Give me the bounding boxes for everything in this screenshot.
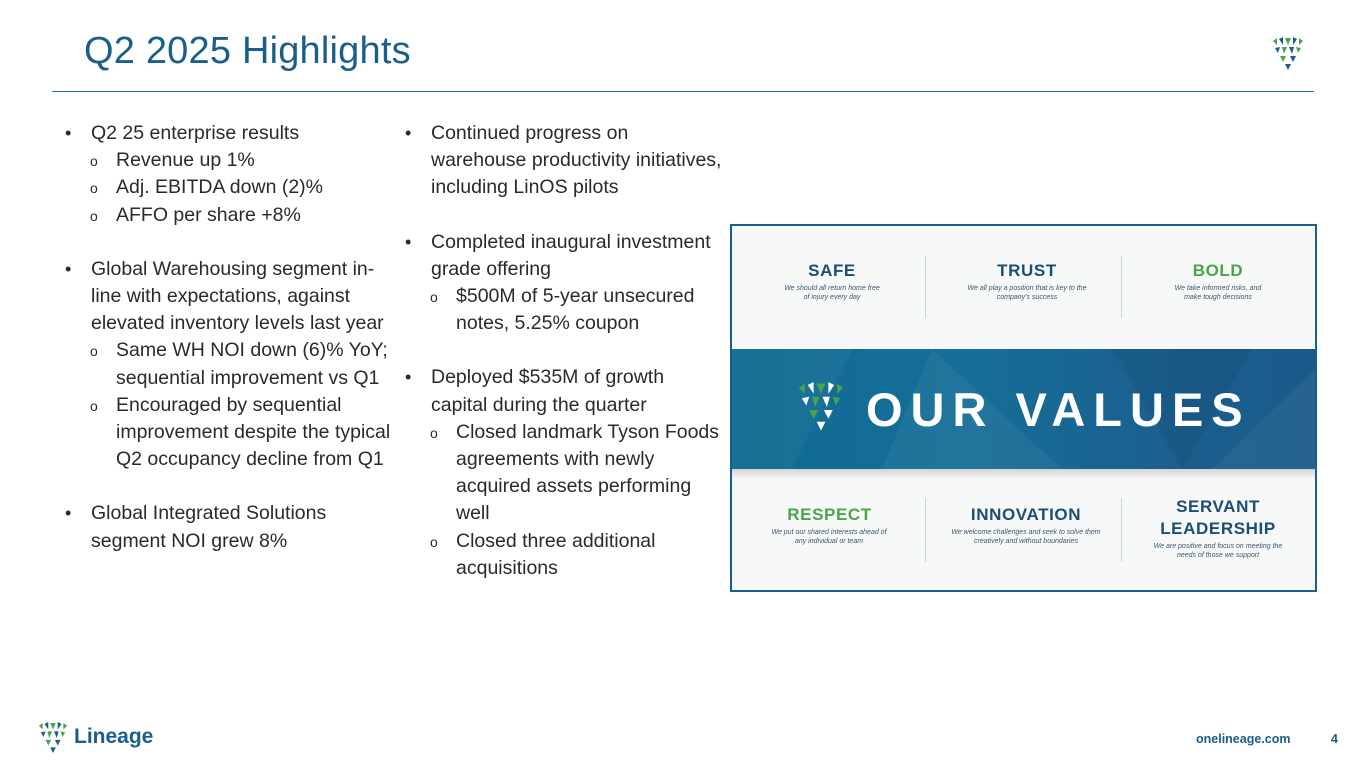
page-title: Q2 2025 Highlights (84, 30, 411, 72)
bullet-item (402, 364, 722, 418)
value-safe (752, 260, 912, 302)
bullet-dot-icon: • (65, 258, 72, 279)
our-values-graphic (730, 224, 1317, 592)
footer-lineage-logo (36, 722, 166, 754)
value-title: TRUST (997, 261, 1057, 280)
sub-bullet-circle-icon: o (90, 153, 98, 170)
value-bold (1138, 260, 1298, 302)
sub-bullet-text: Revenue up 1% (116, 149, 255, 172)
sub-bullet-item (62, 202, 392, 229)
footer-url-link[interactable]: onelineage.com (1196, 732, 1291, 746)
value-divider (925, 498, 926, 562)
value-description: We are positive and focus on meeting the needs of those we support (1153, 543, 1283, 559)
bullet-item (62, 120, 392, 147)
sub-bullet-circle-icon: o (90, 207, 98, 224)
right-highlights-column (402, 120, 722, 582)
bullet-dot-icon: • (405, 367, 412, 388)
sub-bullet-item (62, 337, 392, 391)
bullet-spacer (402, 202, 722, 229)
sub-bullet-item (402, 419, 722, 528)
sub-bullet-text: Closed landmark Tyson Foods agreements with newly acquired assets performing well (456, 420, 720, 525)
value-title: INNOVATION (970, 505, 1082, 524)
value-title: RESPECT (787, 505, 872, 524)
value-servant-leadership (1138, 496, 1298, 560)
bullet-text: Deployed $535M of growth capital during the quarter (431, 366, 665, 416)
sub-bullet-circle-icon: o (430, 533, 438, 550)
bullet-item (62, 256, 392, 338)
sub-bullet-text: Adj. EBITDA down (2)% (116, 176, 323, 199)
value-description: We put our shared interests ahead of any individual or team (771, 529, 887, 545)
value-respect (747, 504, 912, 546)
sub-bullet-circle-icon: o (90, 180, 98, 197)
bullet-text: Continued progress on warehouse productivity initiatives, including LinOS pilots (431, 122, 722, 199)
value-divider (925, 256, 926, 318)
lineage-logo-icon (1271, 37, 1305, 71)
sub-bullet-text: $500M of 5-year unsecured notes, 5.25% coupon (456, 285, 695, 335)
sub-bullet-item (402, 283, 722, 337)
sub-bullet-circle-icon: o (430, 424, 438, 441)
lineage-shield-icon (36, 722, 70, 754)
bullet-text: Q2 25 enterprise results (91, 122, 300, 144)
sub-bullet-item (62, 174, 392, 201)
value-divider (1121, 498, 1122, 562)
value-trust (947, 260, 1107, 302)
sub-bullet-item (62, 392, 392, 474)
bullet-dot-icon: • (65, 503, 72, 524)
bullet-dot-icon: • (65, 123, 72, 143)
sub-bullet-text: Encouraged by sequential improvement despite the typical Q2 occupancy decline from Q1 (116, 393, 391, 471)
bullet-spacer (62, 229, 392, 256)
value-description: We welcome challenges and seek to solve them creatively and without boundaries (951, 529, 1101, 545)
lineage-shield-icon (796, 381, 846, 433)
bullet-text: Completed inaugural investment grade offering (431, 230, 711, 280)
bullet-item (62, 500, 392, 554)
banner-title: OUR VALUES (866, 383, 1251, 436)
value-description: We should all return home free of injury every day (784, 285, 880, 301)
sub-bullet-item (62, 147, 392, 174)
bullet-text: Global Integrated Solutions segment NOI grew 8% (91, 502, 327, 552)
sub-bullet-text: Closed three additional acquisitions (456, 529, 656, 579)
sub-bullet-text: Same WH NOI down (6)% YoY; sequential improvement vs Q1 (116, 339, 388, 389)
title-divider (52, 91, 1314, 92)
bullet-text: Global Warehousing segment in-line with expectations, against elevated inventory levels last year (91, 257, 384, 335)
bullet-item (402, 229, 722, 283)
sub-bullet-circle-icon: o (90, 343, 98, 360)
banner-shadow (732, 469, 1315, 479)
sub-bullet-item (402, 528, 722, 582)
bullet-spacer (62, 473, 392, 500)
page-number: 4 (1331, 732, 1338, 746)
bullet-spacer (402, 337, 722, 364)
value-description: We all play a position that is key to the company's success (967, 285, 1087, 301)
value-title: SAFE (808, 261, 856, 280)
sub-bullet-text: AFFO per share +8% (116, 203, 301, 226)
footer-brand-wordmark: Lineage (74, 725, 154, 748)
bullet-item (402, 120, 722, 202)
value-title: SERVANT LEADERSHIP (1160, 497, 1276, 538)
sub-bullet-circle-icon: o (90, 397, 98, 414)
bullet-dot-icon: • (405, 231, 412, 252)
our-values-banner (732, 349, 1315, 469)
value-description: We take informed risks, and make tough decisions (1174, 285, 1262, 301)
value-title: BOLD (1192, 261, 1244, 280)
value-divider (1121, 256, 1122, 318)
bullet-dot-icon: • (405, 123, 412, 143)
sub-bullet-circle-icon: o (430, 289, 438, 306)
value-innovation (940, 504, 1112, 546)
left-highlights-column (62, 120, 392, 555)
